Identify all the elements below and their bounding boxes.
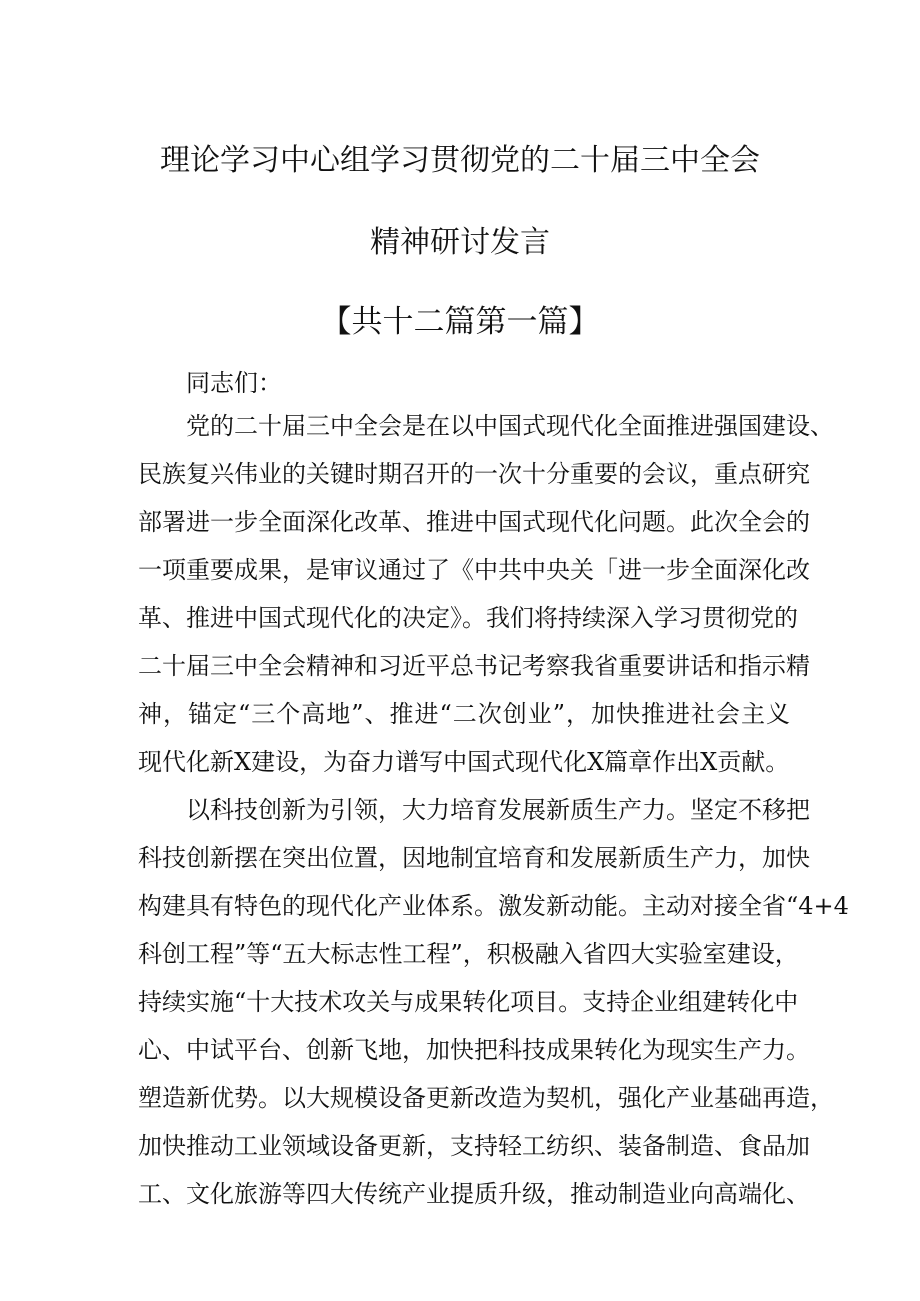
body-line: 构建具有特色的现代化产业体系。激发新动能。主动对接全省“4+4 xyxy=(138,892,849,920)
body-line: 持续实施“十大技术攻关与成果转化项目。支持企业组建转化中 xyxy=(138,988,799,1016)
body-line: 工、文化旅游等四大传统产业提质升级，推动制造业向高端化、 xyxy=(138,1180,810,1208)
body-line: 塑造新优势。以大规模设备更新改造为契机，强化产业基础再造， xyxy=(138,1084,834,1112)
document-title: 理论学习中心组学习贯彻党的二十届三中全会 xyxy=(160,143,760,178)
body-line: 以科技创新为引领，大力培育发展新质生产力。坚定不移把 xyxy=(186,796,810,824)
body-line: 加快推动工业领域设备更新，支持轻工纺织、装备制造、食品加 xyxy=(138,1132,810,1160)
body-line: 二十届三中全会精神和习近平总书记考察我省重要讲话和指示精 xyxy=(138,652,810,680)
document-title-continued: 精神研讨发言 xyxy=(370,225,550,260)
salutation: 同志们： xyxy=(186,369,282,397)
body-line: 心、中试平台、创新飞地，加快把科技成果转化为现实生产力。 xyxy=(138,1036,810,1064)
body-line: 革、推进中国式现代化的决定》。我们将持续深入学习贯彻党的 xyxy=(138,604,798,632)
body-line: 部署进一步全面深化改革、推进中国式现代化问题。此次全会的 xyxy=(138,508,810,536)
body-line: 科创工程”等“五大标志性工程”，积极融入省四大实验室建设， xyxy=(138,940,799,968)
body-line: 民族复兴伟业的关键时期召开的一次十分重要的会议，重点研究 xyxy=(138,460,810,488)
body-line: 科技创新摆在突出位置，因地制宜培育和发展新质生产力，加快 xyxy=(138,844,810,872)
body-line: 一项重要成果，是审议通过了《中共中央关「进一步全面深化改 xyxy=(138,556,810,584)
body-line: 神，锚定“三个高地”、推进“二次创业”，加快推进社会主义 xyxy=(138,700,790,728)
body-line: 现代化新X建设，为奋力谱写中国式现代化X篇章作出X贡献。 xyxy=(138,748,790,776)
document-subtitle: 【共十二篇第一篇】 xyxy=(320,304,600,340)
body-line: 党的二十届三中全会是在以中国式现代化全面推进强国建设、 xyxy=(186,412,834,440)
